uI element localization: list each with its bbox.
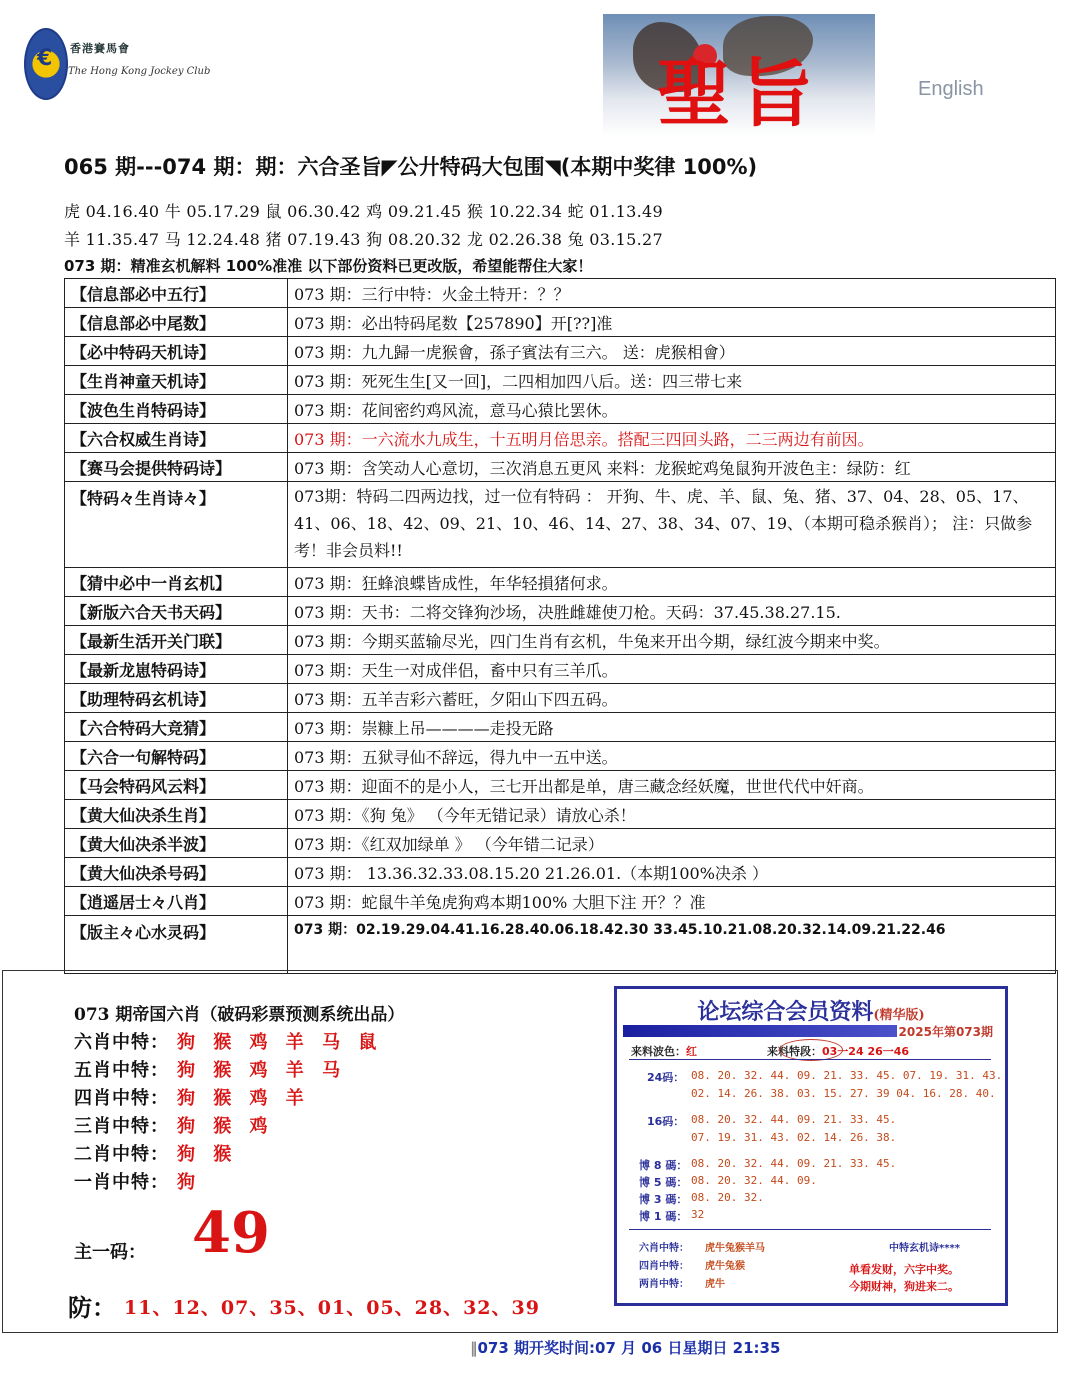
row-value: 073 期：《红双加绿单 》 （今年错二记录） xyxy=(288,829,1056,858)
row-key: 【黄大仙决杀生肖】 xyxy=(65,800,288,829)
row-value: 073 期：迎面不的是小人，三七开出都是单，唐三藏念经妖魔，世世代代中奸商。 xyxy=(288,771,1056,800)
row-value: 073 期：《狗 兔》 （今年无错记录）请放心杀！ xyxy=(288,800,1056,829)
table-row xyxy=(65,684,1056,713)
six-zodiac-title: 073 期帝国六肖（破码彩票预测系统出品） xyxy=(74,1005,405,1025)
table-row xyxy=(65,482,1056,568)
four-label: 四肖中特： xyxy=(639,1261,689,1272)
table-row xyxy=(65,424,1056,453)
row-key: 【波色生肖特码诗】 xyxy=(65,395,288,424)
row-label: 五肖中特： xyxy=(74,1060,169,1081)
code24-label: 24码： xyxy=(647,1071,685,1084)
circle-mark xyxy=(779,1039,843,1061)
row-value: 073 期：含笑动人心意切，三次消息五更风 来料：龙猴蛇鸡兔鼠狗开波色主：绿防：红 xyxy=(288,453,1056,482)
row-value: 073 期：今期买蓝输尽光，四门生肖有玄机，牛兔来开出今期，绿红波今期来中奖。 xyxy=(288,626,1056,655)
six-zodiac-row xyxy=(74,1028,382,1054)
two-label: 两肖中特： xyxy=(639,1279,689,1290)
row-value: 073 期：三行中特：火金土特开：？？ xyxy=(288,279,1056,308)
row-value: 073 期：死死生生[又一回]，二四相加四八后。送：四三带七来 xyxy=(288,366,1056,395)
row-value: 073 期：九九歸一虎猴會，孫子賓法有三六。 送：虎猴相會） xyxy=(288,337,1056,366)
bo1-label: 博 1 碼： xyxy=(639,1210,688,1223)
bo1-codes: 32 xyxy=(691,1208,705,1221)
table-row xyxy=(65,568,1056,597)
table-row xyxy=(65,916,1056,974)
row-value: 073期：特码二四两边找，过一位有特码 ： 开狗、牛、虎、羊、鼠、兔、猪、37、04、28、05、17、41、06、18、42、09、21、10、46、14、27、38、34、07、19、（本期可稳杀猴肖）； 注：只做参考！非会员料!! xyxy=(288,482,1056,568)
table-row xyxy=(65,887,1056,916)
row-key: 【六合特码大竞猜】 xyxy=(65,713,288,742)
panel-source xyxy=(631,1043,909,1059)
src-label: 来料波色： xyxy=(631,1045,686,1058)
table-row xyxy=(65,713,1056,742)
club-name-en: The Hong Kong Jockey Club xyxy=(68,66,211,77)
row-zodiacs: 狗 猴 xyxy=(177,1144,238,1165)
divider xyxy=(629,1229,991,1230)
row-key: 【版主々心水灵码】 xyxy=(65,916,288,974)
poem-label: 中特玄机诗**** xyxy=(889,1243,960,1254)
code24-line2: 02. 14. 26. 38. 03. 15. 27. 39 04. 16. 28. 40. xyxy=(691,1087,996,1100)
row-value: 073 期：崇糠上吊————走投无路 xyxy=(288,713,1056,742)
panel-issue: 2025年第073期 xyxy=(898,1025,993,1039)
row-key: 【特码々生肖诗々】 xyxy=(65,482,288,568)
table-row xyxy=(65,279,1056,308)
row-label: 六肖中特： xyxy=(74,1032,169,1053)
row-zodiacs: 狗 猴 鸡 xyxy=(177,1116,274,1137)
bo8-codes: 08. 20. 32. 44. 09. 21. 33. 45. xyxy=(691,1157,897,1170)
table-row xyxy=(65,395,1056,424)
row-key: 【六合权威生肖诗】 xyxy=(65,424,288,453)
separator-icon: ‖ xyxy=(470,1339,478,1357)
poem-line1: 单看发财，六字中奖。 xyxy=(849,1263,959,1276)
row-value: 073 期：蛇鼠牛羊兔虎狗鸡本期100% 大胆下注 开？？准 xyxy=(288,887,1056,916)
row-key: 【助理特码玄机诗】 xyxy=(65,684,288,713)
table-row xyxy=(65,337,1056,366)
two-zodiac-row xyxy=(74,1140,237,1166)
src-label-2: 来料特段： xyxy=(767,1045,822,1058)
src-value-2: 03一24 26一46 xyxy=(822,1045,910,1058)
row-zodiacs: 狗 猴 鸡 羊 马 鼠 xyxy=(177,1032,383,1053)
defense-label: 防： xyxy=(68,1293,116,1322)
bo3-label: 博 3 碼： xyxy=(639,1193,688,1206)
one-zodiac-row xyxy=(74,1168,201,1194)
info-table xyxy=(64,278,1056,974)
bo8-label: 博 8 碼： xyxy=(639,1159,688,1172)
row-key: 【信息部必中尾数】 xyxy=(65,308,288,337)
row-key: 【信息部必中五行】 xyxy=(65,279,288,308)
table-row xyxy=(65,771,1056,800)
src-value: 红 xyxy=(686,1045,697,1058)
row-value: 073 期：一六流水九成生，十五明月倍思亲。搭配三四回头路，二三两边有前因。 xyxy=(288,424,1056,453)
draw-time xyxy=(470,1337,780,1358)
bo3-codes: 08. 20. 32. xyxy=(691,1191,764,1204)
panel-title xyxy=(617,995,1005,1026)
main-code-label: 主一码： xyxy=(74,1242,146,1263)
code16-line1: 08. 20. 32. 44. 09. 21. 33. 45. xyxy=(691,1113,897,1126)
table-row xyxy=(65,800,1056,829)
row-zodiacs: 狗 猴 鸡 羊 xyxy=(177,1088,310,1109)
code24-line1: 08. 20. 32. 44. 09. 21. 33. 45. 07. 19. 31. 43. xyxy=(691,1069,1003,1082)
row-key: 【马会特码风云料】 xyxy=(65,771,288,800)
jockey-club-logo xyxy=(24,28,68,100)
panel-title-text: 论坛综合会员资料 xyxy=(697,999,874,1025)
code16-label: 16码： xyxy=(647,1115,685,1128)
table-row xyxy=(65,308,1056,337)
row-label: 四肖中特： xyxy=(74,1088,169,1109)
row-key: 【最新龙崽特码诗】 xyxy=(65,655,288,684)
table-row xyxy=(65,366,1056,395)
banner-title: 聖旨 xyxy=(657,51,821,136)
row-value: 073 期：五狱寻仙不辞远，得九中一五中送。 xyxy=(288,742,1056,771)
row-label: 三肖中特： xyxy=(74,1116,169,1137)
defense-codes: 11、12、07、35、01、05、28、32、39 xyxy=(124,1297,540,1319)
draw-time-text: 073 期开奖时间:07 月 06 日星期日 21:35 xyxy=(477,1339,781,1357)
row-key: 【逍遥居士々八肖】 xyxy=(65,887,288,916)
page-headline: 065 期---074 期：期：六合圣旨◤公廾特码大包围◥(本期中奖律 100%) xyxy=(64,155,758,179)
bo5-label: 博 5 碼： xyxy=(639,1176,688,1189)
six-value: 虎牛兔猴羊马 xyxy=(705,1243,765,1254)
row-zodiacs: 狗 猴 鸡 羊 马 xyxy=(177,1060,347,1081)
table-row xyxy=(65,829,1056,858)
row-value: 073 期：天生一对成伴侣，畜中只有三羊爪。 xyxy=(288,655,1056,684)
row-key: 【生肖神童天机诗】 xyxy=(65,366,288,395)
row-key: 【赛马会提供特码诗】 xyxy=(65,453,288,482)
table-row xyxy=(65,626,1056,655)
four-value: 虎牛兔猴 xyxy=(705,1261,745,1272)
code16-line2: 07. 19. 31. 43. 02. 14. 26. 38. xyxy=(691,1131,897,1144)
row-value: 073 期： 13.36.32.33.08.15.20 21.26.01.（本期100%决杀 ） xyxy=(288,858,1056,887)
four-zodiac-row xyxy=(74,1084,310,1110)
row-label: 二肖中特： xyxy=(74,1144,169,1165)
row-key: 【六合一句解特码】 xyxy=(65,742,288,771)
bo5-codes: 08. 20. 32. 44. 09. xyxy=(691,1174,817,1187)
panel-edition: (精华版) xyxy=(873,1008,925,1023)
divider xyxy=(629,1059,991,1060)
row-key: 【必中特码天机诗】 xyxy=(65,337,288,366)
row-key: 【猜中必中一肖玄机】 xyxy=(65,568,288,597)
five-zodiac-row xyxy=(74,1056,346,1082)
member-data-panel xyxy=(614,986,1008,1306)
poem-line2: 今期财神，狗进来二。 xyxy=(849,1280,959,1293)
notice-text: 073 期：精准玄机解料 100%准准 以下部份资料已更改版，希望能帮住大家！ xyxy=(64,257,593,275)
zodiac-line-2: 羊 11.35.47 马 12.24.48 猪 07.19.43 狗 08.20.32 龙 02.26.38 兔 03.15.27 xyxy=(64,230,663,249)
table-row xyxy=(65,858,1056,887)
row-key: 【最新生活开关门联】 xyxy=(65,626,288,655)
row-value: 073 期：狂蜂浪蝶皆成性，年华轻損猪何求。 xyxy=(288,568,1056,597)
row-value: 073 期：必出特码尾数【257890】开[??]准 xyxy=(288,308,1056,337)
table-row xyxy=(65,655,1056,684)
table-row xyxy=(65,742,1056,771)
row-zodiacs: 狗 xyxy=(177,1172,201,1193)
banner-image xyxy=(603,14,875,136)
row-value: 073 期：02.19.29.04.41.16.28.40.06.18.42.30 33.45.10.21.08.20.32.14.09.21.22.46 xyxy=(288,916,1056,974)
club-name-cn: 香港賽馬會 xyxy=(70,42,130,55)
row-value: 073 期：五羊吉彩六蓄旺，夕阳山下四五码。 xyxy=(288,684,1056,713)
main-code: 49 xyxy=(192,1200,270,1266)
table-row xyxy=(65,597,1056,626)
row-key: 【黄大仙决杀号码】 xyxy=(65,858,288,887)
row-value: 073 期：花间密约鸡风流，意马心猿比罢休。 xyxy=(288,395,1056,424)
three-zodiac-row xyxy=(74,1112,274,1138)
table-row xyxy=(65,453,1056,482)
row-key: 【新版六合天书天码】 xyxy=(65,597,288,626)
row-label: 一肖中特： xyxy=(74,1172,169,1193)
two-value: 虎牛 xyxy=(705,1279,725,1290)
zodiac-line-1: 虎 04.16.40 牛 05.17.29 鼠 06.30.42 鸡 09.21.45 猴 10.22.34 蛇 01.13.49 xyxy=(64,202,663,221)
row-key: 【黄大仙决杀半波】 xyxy=(65,829,288,858)
six-label: 六肖中特： xyxy=(639,1243,689,1254)
row-value: 073 期：天书：二将交锋狗沙场，决胜雌雄使刀枪。天码：37.45.38.27.15. xyxy=(288,597,1056,626)
english-link[interactable]: English xyxy=(918,78,984,100)
